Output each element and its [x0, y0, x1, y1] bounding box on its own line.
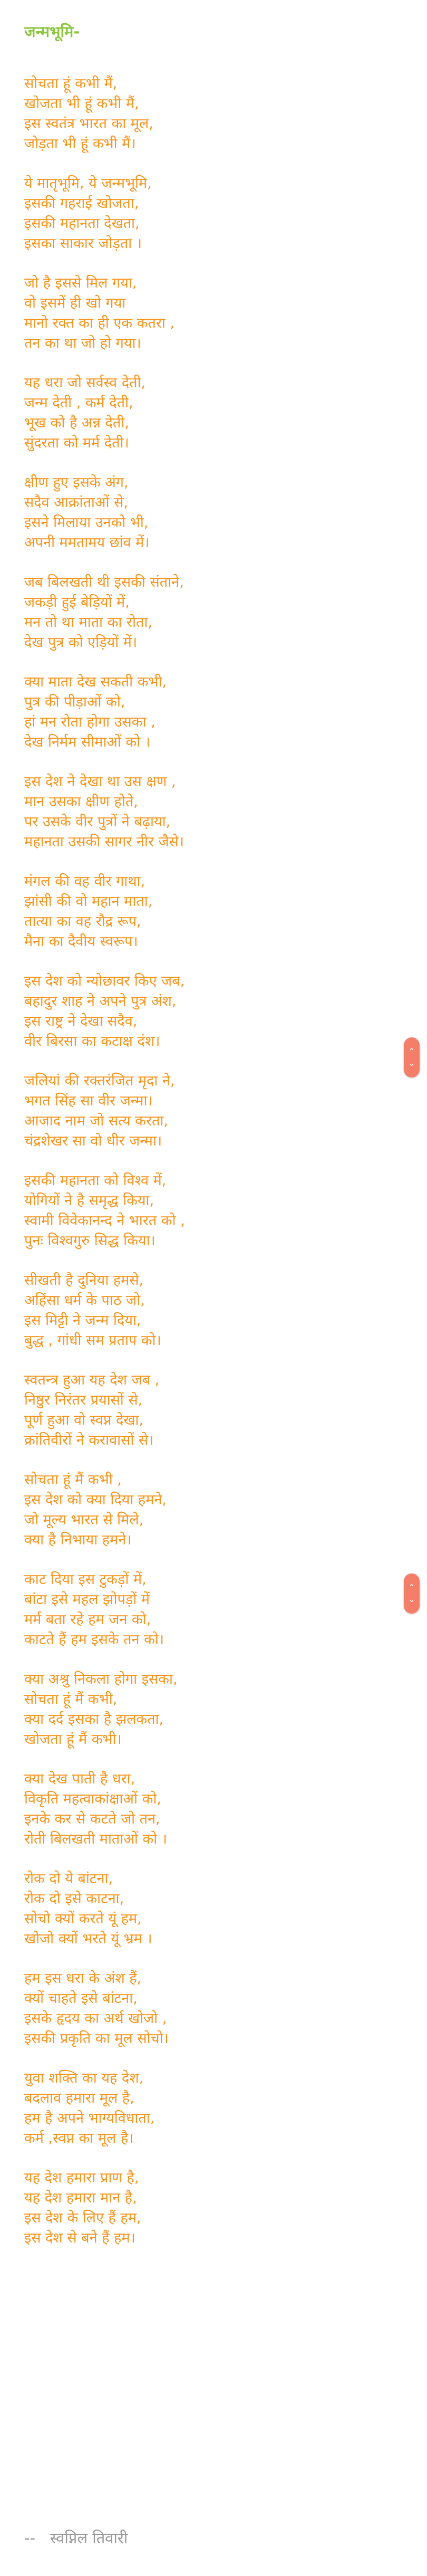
poem-line: सोचता हूं मैं कभी, — [24, 1691, 118, 1707]
poem-line: मन तो था माता का रोता, — [24, 614, 152, 631]
poem-stanza — [24, 971, 351, 1052]
poem-line: सोचता हूं मैं कभी , — [24, 1472, 122, 1488]
poem-line: पर उसके वीर पुत्रों ने बढ़ाया, — [24, 814, 171, 830]
poem-line: सोचो क्यों करते यूं हम, — [24, 1911, 142, 1927]
poem-line: मानो रक्त का ही एक कतरा , — [24, 315, 174, 331]
poem-line: युवा शक्ति का यह देश, — [24, 2070, 144, 2086]
poem-line: रोती बिलखती माताओं को । — [24, 1831, 168, 1847]
poem-line: जो है इससे मिल गया, — [24, 275, 137, 291]
poem-line: रोक दो इसे काटना, — [24, 1891, 124, 1907]
poem-stanza — [24, 473, 351, 553]
author-name: स्वप्निल तिवारी — [50, 2529, 128, 2547]
poem-line: क्या माता देख सकती कभी, — [24, 674, 167, 690]
poem-line: सुंदरता को मर्म देती। — [24, 435, 129, 451]
poem-line: बहादुर शाह ने अपने पुत्र अंश, — [24, 993, 177, 1009]
poem-line: स्वतन्त्र हुआ यह देश जब , — [24, 1372, 160, 1388]
poem-line: इस देश को क्या दिया हमने, — [24, 1492, 167, 1508]
poem-line: अपनी ममतामय छांव में। — [24, 535, 150, 551]
poem-line: तात्या का वह रौद्र रूप, — [24, 913, 141, 930]
poem-line: कर्म ,स्वप्न का मूल है। — [24, 2130, 134, 2146]
poem-line: स्वामी विवेकानन्द ने भारत को , — [24, 1213, 185, 1229]
poem-line: इस देश ने देखा था उस क्षण , — [24, 774, 176, 790]
poem-line: हम इस धरा के अंश हैं, — [24, 1970, 142, 1987]
poem-line: पुत्र की पीड़ाओं को, — [24, 694, 125, 710]
poem-stanza — [24, 373, 351, 453]
poem-line: इसने मिलाया उनको भी, — [24, 514, 149, 531]
poem-stanza — [24, 1470, 351, 1550]
poem-line: हां मन रोता होगा उसका , — [24, 714, 156, 730]
poem-line: क्या अश्रु निकला होगा इसका, — [24, 1671, 178, 1687]
poem-line: निष्ठुर निरंतर प्रयासों से, — [24, 1392, 143, 1408]
poem-stanza — [24, 1669, 351, 1750]
poem-stanza — [24, 1869, 351, 1949]
poem-line: खोजो क्यों भरते यूं भ्रम । — [24, 1931, 152, 1947]
poem-stanza — [24, 1969, 351, 2049]
poem-line: मान उसका क्षीण होते, — [24, 794, 138, 810]
poem-line: खोजता भी हूं कभी मैं, — [24, 96, 139, 112]
poem-line: महानता उसकी सागर नीर जैसे। — [24, 834, 184, 850]
poem-line: सोचता हूं कभी मैं, — [24, 75, 118, 92]
poem-line: चंद्रशेखर सा वो धीर जन्मा। — [24, 1133, 162, 1149]
poem-stanza — [24, 1370, 351, 1451]
poem-stanza — [24, 2168, 351, 2248]
poem-line: हम है अपने भाग्यविधाता, — [24, 2110, 155, 2126]
chevron-down-icon[interactable]: ⌄ — [408, 1058, 415, 1068]
poem-stanza — [24, 1570, 351, 1650]
poem-line: यह धरा जो सर्वस्व देती, — [24, 375, 146, 391]
poem-line: इसके हृदय का अर्थ खोजो , — [24, 2010, 167, 2027]
poem-line: इस देश से बने हैं हम। — [24, 2230, 135, 2246]
scroll-navigation-pill[interactable] — [404, 1573, 420, 1614]
chevron-down-icon[interactable]: ⌄ — [408, 1594, 415, 1604]
poem-stanza — [24, 273, 351, 354]
poem-line: इसकी महानता देखता, — [24, 215, 140, 232]
poem-line: वीर बिरसा का कटाक्ष दंश। — [24, 1033, 160, 1050]
poem-line: काट दिया इस टुकड़ों में, — [24, 1571, 147, 1588]
poem-line: यह देश हमारा प्राण है, — [24, 2170, 139, 2186]
poem-line: रोक दो ये बांटना, — [24, 1871, 113, 1887]
poem-line: इसकी गहराई खोजता, — [24, 195, 139, 212]
poem-line: देख निर्मम सीमाओं को । — [24, 734, 150, 750]
poem-title: जन्मभूमि- — [24, 23, 80, 41]
poem-line: मैना का दैवीय स्वरूप। — [24, 933, 138, 950]
poem-line: खोजता हूं मैं कभी। — [24, 1731, 122, 1748]
poem-line: जोड़ता भी हूं कभी मैं। — [24, 136, 136, 152]
poem-line: इस देश को न्योछावर किए जब, — [24, 973, 185, 989]
scroll-navigation-pill[interactable] — [404, 1037, 420, 1077]
poem-stanza — [24, 1171, 351, 1251]
poem-line: इसकी महानता को विश्व में, — [24, 1172, 167, 1189]
poem-line: ये मातृभूमि, ये जन्मभूमि, — [24, 175, 152, 192]
poem-line: अहिंसा धर्म के पाठ जो, — [24, 1292, 145, 1309]
poem-line: पूर्ण हुआ वो स्वप्न देखा, — [24, 1412, 143, 1428]
poem-line: भगत सिंह सा वीर जन्मा। — [24, 1093, 153, 1109]
author-dash: -- — [24, 2529, 35, 2547]
chevron-up-icon[interactable]: ⌃ — [408, 1046, 415, 1056]
poem-line: इसकी प्रकृति का मूल सोचो। — [24, 2030, 169, 2047]
poem-line: काटते हैं हम इसके तन को। — [24, 1632, 164, 1648]
poem-line: विकृति महत्वाकांक्षाओं को, — [24, 1791, 161, 1807]
poem-line: आजाद नाम जो सत्य करता, — [24, 1113, 168, 1129]
poem-line: इसका साकार जोड़ता । — [24, 235, 142, 252]
poem-line: इस राष्ट्र ने देखा सदैव, — [24, 1013, 138, 1029]
poem-line: तन का था जो हो गया। — [24, 335, 141, 351]
poem-line: भूख को है अन्न देती, — [24, 415, 129, 431]
poem-stanza — [24, 1271, 351, 1351]
poem-line: क्या देख पाती है धरा, — [24, 1771, 135, 1787]
poem-stanza — [24, 174, 351, 254]
poem-line: क्यों चाहते इसे बांटना, — [24, 1990, 138, 2007]
poem-line: क्रांतिवीरों ने करावासों से। — [24, 1432, 154, 1448]
poem-line: बुद्ध , गांधी सम प्रताप को। — [24, 1332, 161, 1349]
poem-line: क्या दर्द इसका है झलकता, — [24, 1711, 164, 1728]
poem-line: देख पुत्र को एड़ियों में। — [24, 634, 138, 651]
poem-line: जो मूल्य भारत से मिले, — [24, 1512, 144, 1528]
poem-line: बदलाव हमारा मूल है, — [24, 2090, 134, 2106]
poem-line: जकड़ी हुई बेड़ियों में, — [24, 594, 130, 610]
poem-stanza — [24, 2068, 351, 2149]
poem-stanza — [24, 573, 351, 653]
poem-line: सदैव आक्रांताओं से, — [24, 494, 128, 511]
poem-line: जब बिलखती थी इसकी संताने, — [24, 574, 184, 590]
poem-line: जन्म देती , कर्म देती, — [24, 395, 133, 411]
poem-stanza — [24, 74, 351, 154]
author-credit — [24, 2527, 128, 2549]
poem-line: क्या है निभाया हमने। — [24, 1532, 132, 1548]
poem-line: पुनः विश्वगुरु सिद्ध किया। — [24, 1233, 156, 1249]
poem-line: मर्म बता रहे हम जन को, — [24, 1611, 151, 1628]
poem-line: इनके कर से कटते जो तन, — [24, 1811, 160, 1827]
poem-line: इस मिट्टी ने जन्म दिया, — [24, 1312, 141, 1329]
poem-stanza — [24, 872, 351, 952]
poem-line: वो इसमें ही खो गया — [24, 295, 126, 311]
poem-stanza — [24, 772, 351, 852]
poem-stanza — [24, 1769, 351, 1849]
poem-line: यह देश हमारा मान है, — [24, 2190, 137, 2206]
poem-body — [24, 74, 351, 2268]
poem-line: योगियों ने है समृद्ध किया, — [24, 1192, 154, 1209]
poem-line: क्षीण हुए इसके अंग, — [24, 474, 129, 491]
poem-line: बांटा इसे महल झोपड़ों में — [24, 1591, 150, 1608]
chevron-up-icon[interactable]: ⌃ — [408, 1582, 415, 1592]
poem-line: इस देश के लिए हैं हम, — [24, 2210, 141, 2226]
poem-stanza — [24, 672, 351, 752]
poem-line: सीखती है दुनिया हमसे, — [24, 1272, 144, 1289]
poem-line: मंगल की वह वीर गाथा, — [24, 873, 145, 890]
poem-stanza — [24, 1071, 351, 1151]
poem-line: जलियां की रक्तरंजित मृदा ने, — [24, 1073, 175, 1089]
poem-line: झांसी की वो महान माता, — [24, 893, 153, 910]
poem-line: इस स्वतंत्र भारत का मूल, — [24, 116, 153, 132]
